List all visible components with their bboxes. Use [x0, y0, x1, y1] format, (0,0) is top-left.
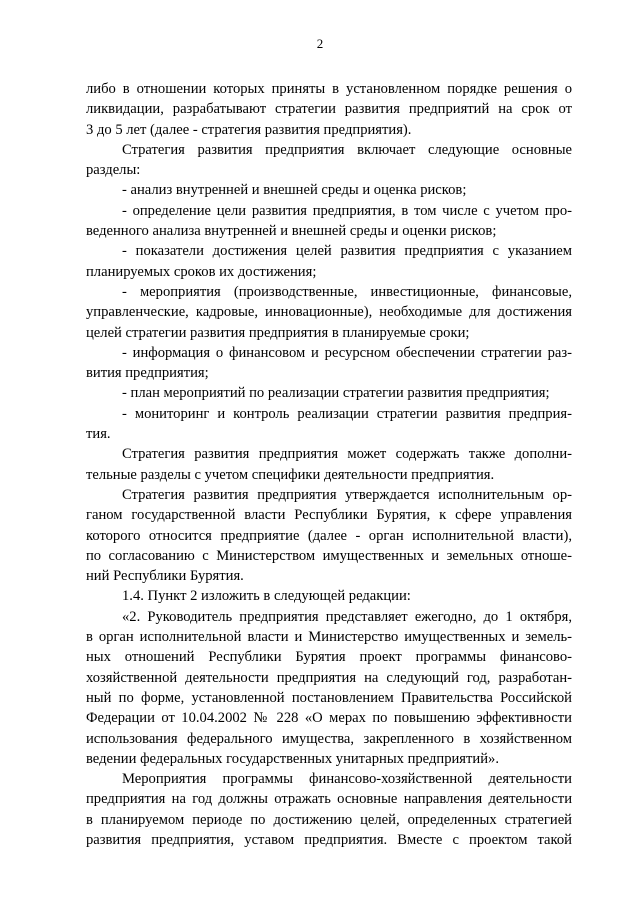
text-line: ликвидации, разрабатывают стратегии развития предприятий на срок от [86, 101, 572, 118]
text-line: целей стратегии развития предприятия в планируемые сроки; [86, 324, 470, 341]
text-line: Федерации от 10.04.2002 № 228 «О мерах по повышению эффективности [86, 710, 572, 727]
text-line: вития предприятия; [86, 365, 209, 382]
text-line: «2. Руководитель предприятия представляет ежегодно, до 1 октября, [122, 608, 572, 625]
text-line: Мероприятия программы финансово-хозяйственной деятельности [122, 771, 572, 788]
text-line: - определение цели развития предприятия, в том числе с учетом про- [122, 202, 572, 219]
text-line: ганом государственной власти Республики Бурятия, к сфере управления [86, 507, 572, 524]
text-line: в орган исполнительной власти и Министерство имущественных и земель- [86, 629, 572, 646]
text-line: тия. [86, 426, 111, 443]
text-line: - план мероприятий по реализации стратегии развития предприятия; [122, 385, 550, 402]
text-line: либо в отношении которых приняты в установленном порядке решения о [86, 81, 572, 97]
text-line: Стратегия развития предприятия утверждается исполнительным ор- [122, 486, 572, 503]
text-line: ных отношений Республики Бурятия проект программы финансово- [86, 649, 572, 666]
text-line: тельные разделы с учетом специфики деятельности предприятия. [86, 466, 495, 483]
text-line: предприятия на год должны отражать основные направления деятельности [86, 791, 572, 808]
text-line: Стратегия развития предприятия может содержать также дополни- [122, 446, 572, 463]
text-line: ний Республики Бурятия. [86, 568, 244, 585]
text-line: веденного анализа внутренней и внешней среды и оценки рисков; [86, 223, 497, 240]
text-line: управленческие, кадровые, инновационные), необходимые для достижения [86, 304, 572, 321]
text-line: 1.4. Пункт 2 изложить в следующей редакции: [122, 588, 411, 605]
document-body [86, 79, 572, 850]
text-line: которого относится предприятие (далее - орган исполнительной власти), [86, 527, 572, 544]
text-line: - мероприятия (производственные, инвестиционные, финансовые, [122, 283, 572, 300]
text-line: Стратегия развития предприятия включает следующие основные [122, 141, 572, 158]
text-line: развития предприятия, уставом предприятия. Вместе с проектом такой [86, 831, 572, 848]
text-line: - информация о финансовом и ресурсном обеспечении стратегии раз- [122, 344, 572, 361]
text-line: планируемых сроков их достижения; [86, 263, 317, 280]
text-line: - анализ внутренней и внешней среды и оценка рисков; [122, 182, 467, 199]
text-line: разделы: [86, 162, 141, 179]
text-line: ведении федеральных государственных унитарных предприятий». [86, 750, 499, 767]
text-line: ный по форме, установленной постановлением Правительства Российской [86, 689, 572, 706]
text-line: использования федерального имущества, закрепленного в хозяйственном [86, 730, 572, 747]
text-line: 3 до 5 лет (далее - стратегия развития предприятия). [86, 121, 412, 138]
text-line: - показатели достижения целей развития предприятия с указанием [122, 243, 572, 260]
text-line: по согласованию с Министерством имущественных и земельных отноше- [86, 547, 572, 564]
text-line: в планируемом периоде по достижению целей, определенных стратегией [86, 811, 572, 828]
text-line: хозяйственной деятельности предприятия на следующий год, разработан- [86, 669, 572, 686]
text-line: - мониторинг и контроль реализации стратегии развития предприя- [122, 405, 572, 422]
page-number: 2 [316, 36, 324, 51]
